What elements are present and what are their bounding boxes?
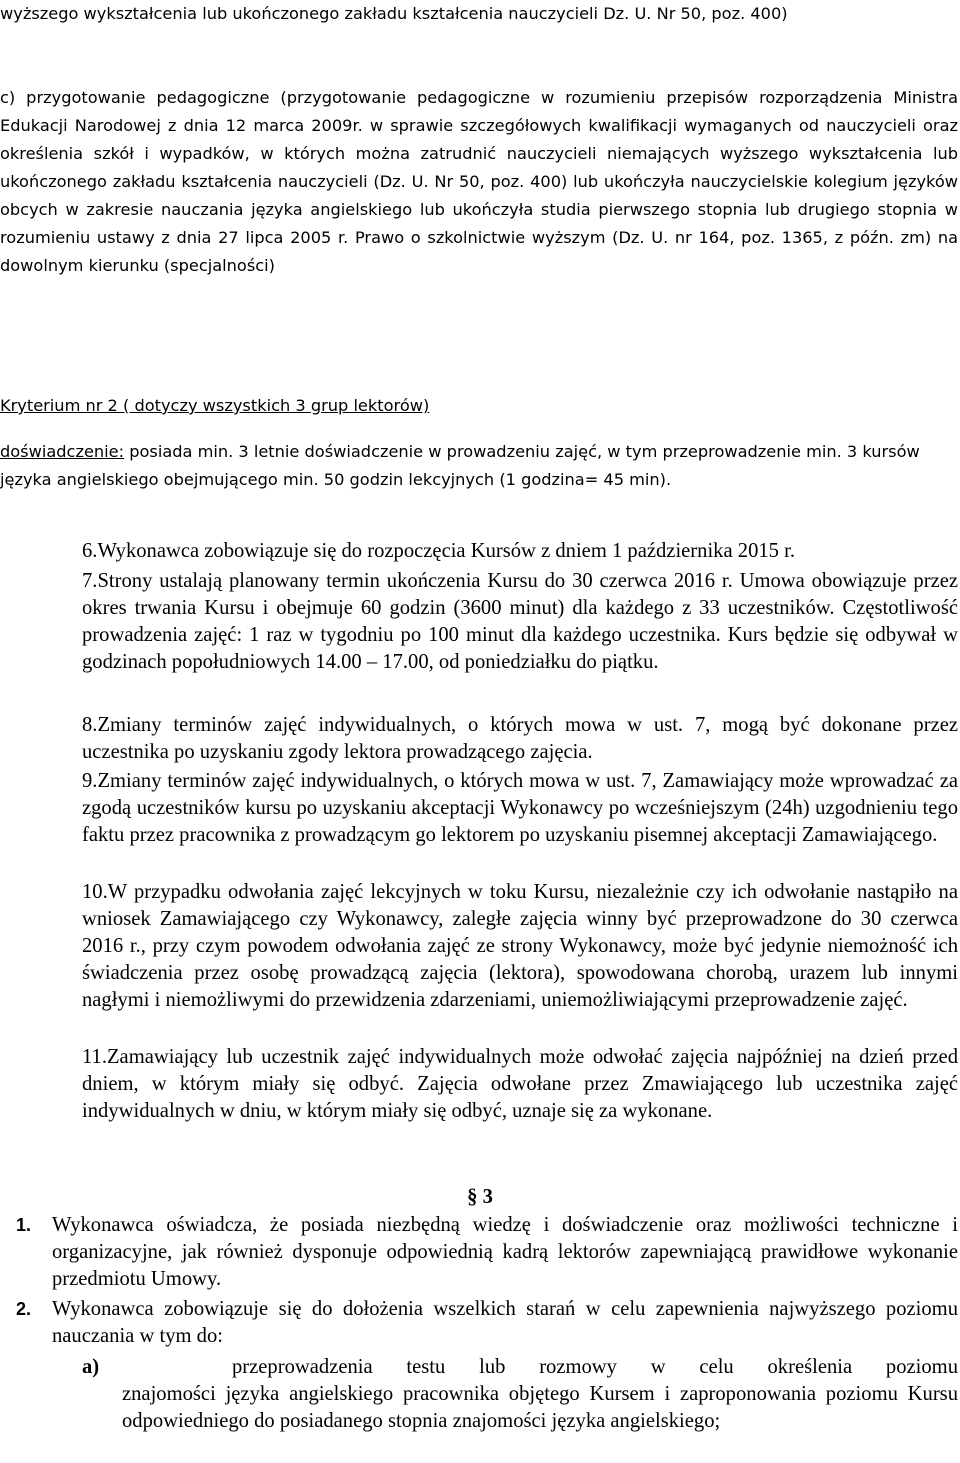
paragraph-2-number: 2. bbox=[16, 1299, 32, 1319]
sub-point-a-first-line: przeprowadzenia testu lub rozmowy w celu określenia poziomu bbox=[232, 1356, 958, 1378]
paragraph-2: Wykonawca zobowiązuje się do dołożenia wszelkich starań w celu zapewnienia najwyższego poziomu nauczania w tym do: bbox=[52, 1298, 958, 1347]
experience-text: posiada min. 3 letnie doświadczenie w prowadzeniu zajęć, w tym przeprowadzenie min. 3 kursów języka angielskiego obejmującego min. 50 godzin lekcyjnych (1 godzina= 45 min). bbox=[0, 442, 920, 489]
item-6: 6.Wykonawca zobowiązuje się do rozpoczęcia Kursów z dniem 1 października 2015 r. bbox=[82, 540, 795, 562]
item-7: 7.Strony ustalają planowany termin ukończenia Kursu do 30 czerwca 2016 r. Umowa obowiązuje przez okres trwania Kursu i obejmuje 60 godzin (3600 minut) dla każdego z 33 uczestników. Częstotliwość prowadzenia zajęć: 1 raz w tygodniu po 100 minut dla każdego uczestnika. Kurs będzie się odbywał w godzinach popołudniowych 14.00 – 17.00, od poniedziałku do piątku. bbox=[82, 570, 958, 673]
sub-point-a-label: a) bbox=[82, 1356, 100, 1378]
experience-paragraph bbox=[0, 438, 958, 494]
criterion-2-heading: Kryterium nr 2 ( dotyczy wszystkich 3 grup lektorów) bbox=[0, 396, 430, 415]
item-10: 10.W przypadku odwołania zajęć lekcyjnych w toku Kursu, niezależnie czy ich odwołanie nastąpiło na wniosek Zamawiającego czy Wykonawcy, zaległe zajęcia winny być przeprowadzone do 30 czerwca 2016 r., przy czym powodem odwołania zajęć ze strony Wykonawcy, może być jedynie niemożność ich świadczenia przez osobę prowadzącą zajęcia (lektora), spowodowana chorobą, urazem lub innymi nagłymi i niemożliwymi do przewidzenia zdarzeniami, uniemożliwiającymi przeprowadzenie zajęć. bbox=[82, 881, 958, 1011]
paragraph-1: Wykonawca oświadcza, że posiada niezbędną wiedzę i doświadczenie oraz możliwości techniczne i organizacyjne, jak również dysponuje odpowiednią kadrą lektorów zapewniającą prawidłowe wykonanie przedmiotu Umowy. bbox=[52, 1214, 958, 1290]
item-8: 8.Zmiany terminów zajęć indywidualnych, o których mowa w ust. 7, mogą być dokonane przez uczestnika po uzyskaniu zgody lektora prowadzącego zajęcia. bbox=[82, 714, 958, 763]
section-heading: § 3 bbox=[467, 1186, 493, 1208]
item-11: 11.Zamawiający lub uczestnik zajęć indywidualnych może odwołać zajęcia najpóźniej na dzień przed dniem, w którym miały się odbyć. Zajęcia odwołane przez Zmawiającego lub uczestnika zajęć indywidualnych w dniu, w którym miały się odbyć, uznaje się za wykonane. bbox=[82, 1046, 958, 1122]
sub-point-a-rest: znajomości języka angielskiego pracownika objętego Kursem i zaproponowania poziomu Kursu odpowiedniego do posiadanego stopnia znajomości języka angielskiego; bbox=[122, 1383, 958, 1432]
point-c-paragraph: c) przygotowanie pedagogiczne (przygotowanie pedagogiczne w rozumieniu przepisów rozporządzenia Ministra Edukacji Narodowej z dnia 12 marca 2009r. w sprawie szczegółowych kwalifikacji wymaganych od nauczycieli oraz określenia szkół i wypadków, w których można zatrudnić nauczycieli niemających wyższego wykształcenia lub ukończonego zakładu kształcenia nauczycieli (Dz. U. Nr 50, poz. 400) lub ukończyła nauczycielskie kolegium języków obcych w zakresie nauczania języka angielskiego lub ukończyła studia pierwszego stopnia lub drugiego stopnia w rozumieniu ustawy z dnia 27 lipca 2005 r. Prawo o szkolnictwie wyższym (Dz. U. nr 164, poz. 1365, z późn. zm) na dowolnym kierunku (specjalności) bbox=[0, 88, 958, 275]
item-9: 9.Zmiany terminów zajęć indywidualnych, o których mowa w ust. 7, Zamawiający może wprowadzać za zgodą uczestników kursu po uzyskaniu akceptacji Wykonawcy po wcześniejszym (24h) uzgodnieniu tego faktu przez pracownika z prowadzącym go lektorem po uzyskaniu pisemnej akceptacji Zamawiającego. bbox=[82, 770, 958, 846]
experience-label: doświadczenie: bbox=[0, 442, 125, 461]
top-line: wyższego wykształcenia lub ukończonego zakładu kształcenia nauczycieli Dz. U. Nr 50, poz. 400) bbox=[0, 4, 788, 23]
paragraph-1-number: 1. bbox=[16, 1215, 32, 1235]
